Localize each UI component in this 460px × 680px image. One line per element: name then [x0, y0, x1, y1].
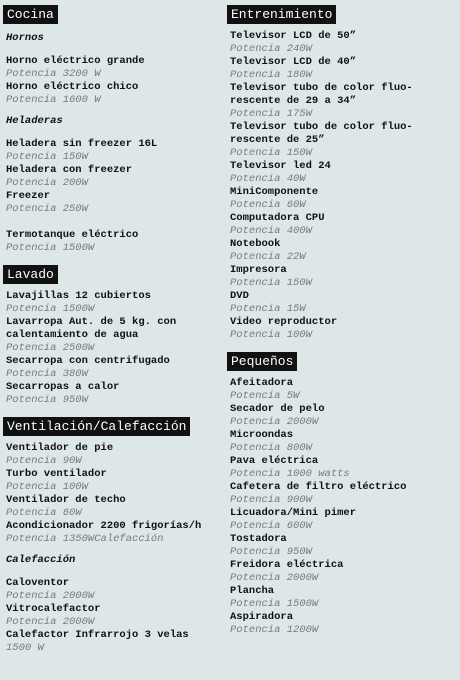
appliance-power: Potencia 60W: [6, 507, 82, 519]
appliance-name: Caloventor: [6, 577, 70, 589]
appliance-name: Freezer: [6, 190, 51, 202]
appliance-name: Televisor tubo de color fluo-rescente de 25”: [230, 121, 413, 146]
appliance-name: Computadora CPU: [230, 212, 325, 224]
appliance-power: Potencia 600W: [230, 520, 312, 532]
appliance-name: Ventilador de techo: [6, 494, 126, 506]
list-item: [230, 56, 457, 82]
section-pequenos: [227, 352, 457, 637]
list-item: [6, 468, 223, 494]
appliance-name: Video reproductor: [230, 316, 338, 328]
appliance-name: Termotanque eléctrico: [6, 229, 139, 241]
list-item: [6, 290, 223, 316]
list-item: [230, 238, 457, 264]
section-title-lavado: Lavado: [3, 265, 58, 284]
left-column: [3, 5, 223, 665]
appliance-power: 1500 W: [6, 642, 44, 654]
list-item: [230, 507, 457, 533]
appliance-name: Horno eléctrico chico: [6, 81, 139, 93]
appliance-name: Cafetera de filtro eléctrico: [230, 481, 407, 493]
appliance-power: Potencia 150W: [230, 277, 312, 289]
list-item: [6, 603, 223, 629]
appliance-name: Calefactor Infrarrojo 3 velas: [6, 629, 189, 641]
list-item: [6, 355, 223, 381]
appliance-name: Horno eléctrico grande: [6, 55, 145, 67]
list-item: [6, 494, 223, 520]
appliance-power: Potencia 2000W: [6, 590, 95, 602]
list-item: [230, 316, 457, 342]
list-item: [6, 81, 223, 107]
appliance-power: Potencia 40W: [230, 173, 306, 185]
appliance-power: Potencia 90W: [6, 455, 82, 467]
list-item: [230, 160, 457, 186]
appliance-power: Potencia 1350WCalefacción: [6, 533, 164, 545]
appliance-name: Microondas: [230, 429, 294, 441]
list-item: [230, 30, 457, 56]
list-item: [6, 190, 223, 216]
list-item: [230, 377, 457, 403]
appliance-name: Secarropa con centrifugado: [6, 355, 170, 367]
appliance-power: Potencia 1000 watts: [230, 468, 350, 480]
list-item: [230, 290, 457, 316]
list-item: [6, 577, 223, 603]
appliance-name: Heladera con freezer: [6, 164, 133, 176]
list-item: [230, 186, 457, 212]
subheading-heladeras: Heladeras: [6, 115, 63, 127]
list-item: [230, 429, 457, 455]
appliance-power: Potencia 3200 W: [6, 68, 101, 80]
appliance-power: Potencia 2000W: [230, 572, 319, 584]
list-item: [6, 316, 223, 355]
section-entretenimiento: [227, 5, 457, 342]
appliance-name: Afeitadora: [230, 377, 294, 389]
appliance-power: Potencia 100W: [6, 481, 88, 493]
appliance-name: Tostadora: [230, 533, 287, 545]
appliance-name: Lavarropa Aut. de 5 kg. con calentamiento de agua: [6, 316, 177, 341]
appliance-name: Impresora: [230, 264, 287, 276]
list-item: [230, 533, 457, 559]
section-title-entretenimiento: Entrenimiento: [227, 5, 336, 24]
appliance-name: MiniComponente: [230, 186, 319, 198]
list-item: [6, 381, 223, 407]
appliance-power: Potencia 2000W: [230, 416, 319, 428]
appliance-power: Potencia 1500W: [6, 303, 95, 315]
appliance-power: Potencia 1600 W: [6, 94, 101, 106]
appliance-name: Televisor tubo de color fluo-rescente de 29 a 34”: [230, 82, 413, 107]
list-item: [230, 264, 457, 290]
appliance-name: Televisor LCD de 50”: [230, 30, 357, 42]
appliance-name: Plancha: [230, 585, 275, 597]
appliance-name: DVD: [230, 290, 249, 302]
list-item: [230, 455, 457, 481]
list-item: [230, 121, 457, 160]
appliance-power: Potencia 900W: [230, 494, 312, 506]
appliance-power: Potencia 1500W: [6, 242, 95, 254]
list-item: [6, 55, 223, 81]
appliance-power: Potencia 180W: [230, 69, 312, 81]
section-title-cocina: Cocina: [3, 5, 58, 24]
appliance-power: Potencia 22W: [230, 251, 306, 263]
appliance-power: Potencia 150W: [230, 147, 312, 159]
appliance-power: Potencia 150W: [6, 151, 88, 163]
subheading-hornos: Hornos: [6, 32, 44, 44]
appliance-name: Acondicionador 2200 frigorías/h: [6, 520, 202, 532]
appliance-power: Potencia 380W: [6, 368, 88, 380]
appliance-power: Potencia 800W: [230, 442, 312, 454]
appliance-name: Heladera sin freezer 16L: [6, 138, 158, 150]
appliance-name: Televisor led 24: [230, 160, 331, 172]
appliance-name: Aspiradora: [230, 611, 294, 623]
list-item: [6, 520, 223, 546]
list-item: [6, 138, 223, 164]
appliance-name: Vitrocalefactor: [6, 603, 101, 615]
appliance-name: Freidora eléctrica: [230, 559, 344, 571]
appliance-power: Potencia 1500W: [230, 598, 319, 610]
appliance-name: Televisor LCD de 40”: [230, 56, 357, 68]
subheading-calefaccion: Calefacción: [6, 554, 76, 566]
appliance-name: Secarropas a calor: [6, 381, 120, 393]
list-item: [230, 403, 457, 429]
section-title-pequenos: Pequeños: [227, 352, 297, 371]
appliance-power: Potencia 2000W: [6, 616, 95, 628]
appliance-power: Potencia 950W: [6, 394, 88, 406]
appliance-power: Potencia 400W: [230, 225, 312, 237]
list-item: [6, 229, 223, 255]
list-item: [230, 212, 457, 238]
appliance-name: Licuadora/Mini pimer: [230, 507, 357, 519]
appliance-power: Potencia 950W: [230, 546, 312, 558]
list-item: [6, 442, 223, 468]
section-ventilacion: [3, 417, 223, 655]
appliance-power: Potencia 5W: [230, 390, 300, 402]
appliance-power: Potencia 175W: [230, 108, 312, 120]
right-column: [227, 5, 457, 647]
list-item: [230, 611, 457, 637]
appliance-name: Notebook: [230, 238, 281, 250]
appliance-name: Ventilador de pie: [6, 442, 114, 454]
list-item: [230, 82, 457, 121]
appliance-name: Turbo ventilador: [6, 468, 107, 480]
appliance-power: Potencia 2500W: [6, 342, 95, 354]
list-item: [230, 585, 457, 611]
appliance-power: Potencia 200W: [6, 177, 88, 189]
appliance-power: Potencia 15W: [230, 303, 306, 315]
appliance-name: Secador de pelo: [230, 403, 325, 415]
section-lavado: [3, 265, 223, 407]
appliance-power: Potencia 1200W: [230, 624, 319, 636]
appliance-power: Potencia 60W: [230, 199, 306, 211]
appliance-name: Lavajillas 12 cubiertos: [6, 290, 151, 302]
appliance-power: Potencia 250W: [6, 203, 88, 215]
section-cocina: [3, 5, 223, 255]
appliance-name: Pava eléctrica: [230, 455, 319, 467]
list-item: [6, 164, 223, 190]
appliance-power: Potencia 100W: [230, 329, 312, 341]
list-item: [6, 629, 223, 655]
section-title-ventilacion: Ventilación/Calefacción: [3, 417, 190, 436]
list-item: [230, 481, 457, 507]
appliance-power: Potencia 240W: [230, 43, 312, 55]
list-item: [230, 559, 457, 585]
